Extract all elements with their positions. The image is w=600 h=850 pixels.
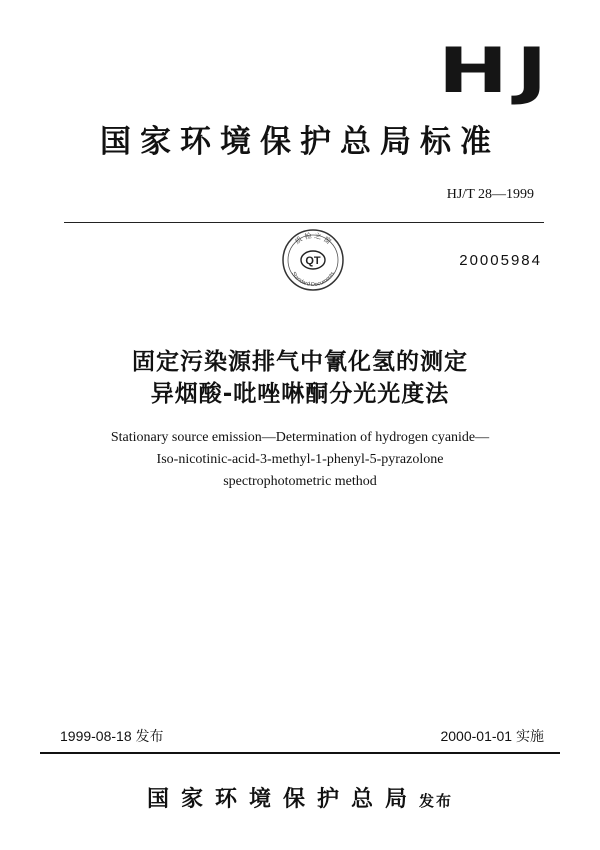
seal-top-text: 质 检 之 窗: [293, 231, 333, 246]
document-number: 20005984: [459, 252, 542, 269]
title-en-line3: spectrophotometric method: [223, 474, 377, 489]
issue-date: 1999-08-18 发布: [60, 728, 164, 744]
publisher-name: 国家环境保护总局: [146, 786, 419, 812]
seal-center-text: QT: [305, 255, 321, 267]
header-divider: [64, 222, 544, 223]
seal-bottom-text: Standard Documents: [290, 271, 336, 289]
quality-seal-icon: [281, 228, 345, 292]
title-en-line1: Stationary source emission—Determination of hydrogen cyanide—: [110, 430, 490, 445]
hj-logo: HJ: [438, 34, 556, 107]
publisher-line: [0, 782, 600, 813]
standard-code: HJ/T 28—1999: [446, 187, 534, 202]
agency-title: 国家环境保护总局标准: [100, 124, 500, 160]
footer-divider: [40, 752, 560, 754]
title-zh-line1: 固定污染源排气中氰化氢的测定: [132, 349, 468, 375]
title-zh-line2: 异烟酸-吡唑啉酮分光光度法: [150, 381, 450, 407]
publisher-suffix: 发布: [419, 792, 454, 810]
implement-date: 2000-01-01 实施: [440, 728, 544, 744]
title-en-line2: Iso-nicotinic-acid-3-methyl-1-phenyl-5-pyrazolone: [156, 452, 444, 467]
